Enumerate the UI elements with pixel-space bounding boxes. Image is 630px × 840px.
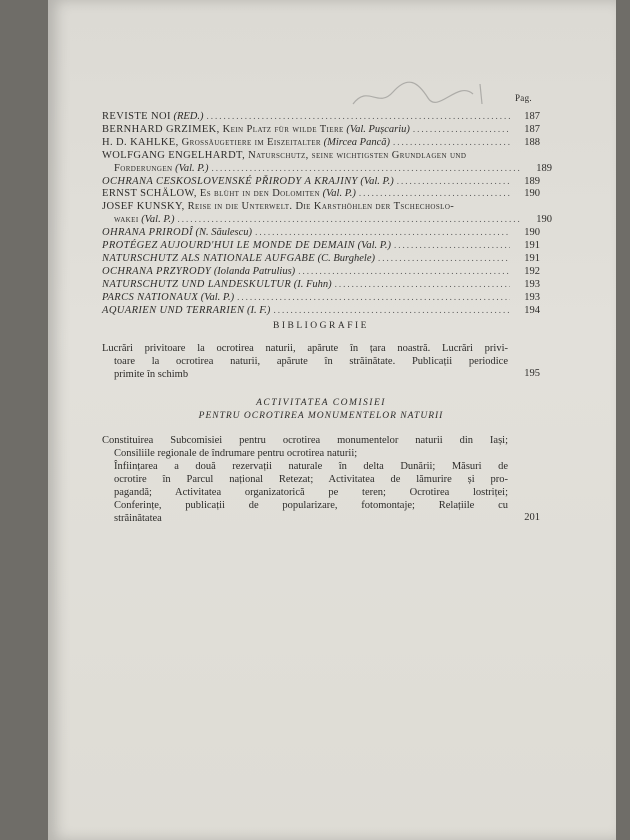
toc-author: (I. Fuhn) <box>293 278 332 290</box>
toc-entry <box>102 149 540 162</box>
toc-title: ERNST SCHÄLOW, Es blüht in den Dolomiten <box>102 188 320 200</box>
toc-entry <box>102 187 540 200</box>
leader-dots <box>397 175 510 188</box>
leader-dots <box>298 265 510 278</box>
toc-entry <box>102 252 540 265</box>
leader-dots <box>255 226 510 239</box>
toc-entry-text <box>102 149 466 162</box>
toc-title: PROTÉGEZ AUJOURD'HUI LE MONDE DE DEMAIN <box>102 240 355 251</box>
toc-entry <box>102 213 552 226</box>
toc-title: REVISTE NOI <box>102 111 171 122</box>
activitatea-line: ocrotire în Parcul național Retezat; Activitatea de lămurire și pro- <box>114 474 508 485</box>
toc-title: Forderungen <box>114 162 173 174</box>
bibliografie-line: Lucrări privitoare la ocrotirea naturii, apărute în țara noastră. Lucrări privi- <box>102 343 508 354</box>
toc-page-number: 190 <box>524 227 540 239</box>
leader-dots <box>207 110 510 123</box>
bibliografie-heading: BIBLIOGRAFIE <box>273 321 369 331</box>
toc-page-number: 187 <box>524 111 540 122</box>
toc-entry <box>102 162 552 175</box>
toc-page-number: 190 <box>524 188 540 200</box>
toc-page-number: 189 <box>524 175 540 187</box>
toc-entry-text <box>102 187 356 200</box>
toc-entry <box>102 136 540 149</box>
toc-entry <box>102 304 540 317</box>
toc-author: (RED.) <box>173 111 204 122</box>
toc-entry-text <box>102 239 391 252</box>
leader-dots <box>394 239 510 252</box>
toc-entry-text <box>102 123 410 136</box>
toc-author: (Iolanda Patrulius) <box>213 265 296 277</box>
toc-page-number: 193 <box>524 278 540 290</box>
toc-title: WOLFGANG ENGELHARDT, Naturschutz, seine wichtigsten Grundlagen und <box>102 149 467 161</box>
toc-author: (N. Săulescu) <box>195 227 253 239</box>
toc-title: JOSEF KUNSKY, Reise in die Unterwelt. Die Karsthöhlen der Tschechoslo- <box>102 201 455 213</box>
toc-page-number: 194 <box>524 304 540 316</box>
toc-page-number: 193 <box>524 291 540 303</box>
activitatea-line: pagandă; Activitatea organizatorică pe teren; Ocrotirea lostriței; <box>114 487 508 498</box>
leader-dots <box>359 187 510 200</box>
activitatea-subheading: PENTRU OCROTIREA MONUMENTELOR NATURII <box>198 411 444 421</box>
toc-entry-text <box>102 278 332 291</box>
toc-entry <box>102 226 540 239</box>
activitatea-entry <box>102 434 508 525</box>
toc-title: OCHRANA CESKOSLOVENSKÉ PŘIRODY A KRAJINY <box>102 175 358 187</box>
toc-entry <box>102 123 540 136</box>
toc-page-number: 189 <box>536 162 552 174</box>
toc-entry-text <box>102 175 394 188</box>
leader-dots <box>237 291 510 304</box>
activitatea-line: Constituirea Subcomisiei pentru ocrotirea monumentelor naturii din Iași; <box>102 435 508 446</box>
toc-entry-text <box>114 213 175 226</box>
toc-author: (C. Burghele) <box>317 252 375 264</box>
activitatea-page: 201 <box>524 512 540 523</box>
leader-dots <box>178 213 522 226</box>
toc-entry-text <box>114 162 208 175</box>
bibliografie-page: 195 <box>524 368 540 379</box>
bibliografie-entry <box>102 342 508 381</box>
toc-title: H. D. KAHLKE, Grossäugetiere im Eiszeitalter <box>102 136 321 148</box>
toc-entry-text <box>102 304 270 317</box>
toc-entry-text <box>102 200 454 213</box>
toc-author: (Val. P.) <box>200 291 235 303</box>
toc-page-number: 187 <box>524 123 540 135</box>
toc-entry-text <box>102 226 252 239</box>
leader-dots <box>378 252 510 265</box>
leader-dots <box>393 136 510 149</box>
toc-page-number: 192 <box>524 265 540 277</box>
activitatea-line: Consiliile regionale de îndrumare pentru ocrotirea naturii; <box>114 448 358 459</box>
leader-dots <box>211 162 522 175</box>
toc-title: BERNHARD GRZIMEK, Kein Platz für wilde Tiere <box>102 123 344 135</box>
toc-entry <box>102 110 540 123</box>
toc-entry <box>102 265 540 278</box>
activitatea-line: străinătatea <box>114 513 162 524</box>
toc-author: (Val. P.) <box>360 175 394 187</box>
leader-dots <box>273 304 510 317</box>
toc-title: OHRANA PRIRODÎ <box>102 227 193 239</box>
toc-entry-text <box>102 252 375 265</box>
toc-author: (Val. P.) <box>322 188 356 200</box>
toc-title: OCHRANA PRZYRODY <box>102 265 212 277</box>
page-column-label: Pag. <box>515 93 532 103</box>
toc-author: (Val. P.) <box>357 240 391 251</box>
toc-page-number: 190 <box>536 214 552 226</box>
toc-page-number: 191 <box>524 252 540 264</box>
activitatea-line: Conferințe, publicații de popularizare, fotomontaje; Relațiile cu <box>114 500 508 511</box>
toc-entry <box>102 200 540 213</box>
toc-author: (I. F.) <box>247 304 271 316</box>
leader-dots <box>413 123 510 136</box>
toc-title: NATURSCHUTZ ALS NATIONALE AUFGABE <box>102 252 316 264</box>
toc-entry-text <box>102 291 234 304</box>
toc-entry <box>102 175 540 188</box>
toc-title: wakei <box>114 214 139 226</box>
activitatea-line: Înființarea a două rezervații naturale în delta Dunării; Măsuri de <box>114 461 508 472</box>
toc-entry <box>102 239 540 252</box>
toc-entry <box>102 278 540 291</box>
toc-author: (Val. P.) <box>141 214 175 226</box>
toc-title: PARCS NATIONAUX <box>102 291 199 303</box>
toc-title: AQUARIEN UND TERRARIEN <box>102 304 245 316</box>
toc-title: NATURSCHUTZ UND LANDESKULTUR <box>102 278 292 290</box>
toc-entry-text <box>102 110 204 123</box>
toc-entry <box>102 291 540 304</box>
bibliografie-line: primite în schimb <box>114 369 189 380</box>
toc-entry-text <box>102 136 390 149</box>
toc-author: (Mircea Pancă) <box>323 136 390 148</box>
toc-page-number: 188 <box>524 136 540 148</box>
toc-author: (Val. Pușcariu) <box>346 123 410 135</box>
bibliografie-line: toare la ocrotirea naturii, apărute în străinătate. Publicații periodice <box>114 356 508 367</box>
toc-author: (Val. P.) <box>175 162 209 174</box>
toc-page-number: 191 <box>524 240 540 251</box>
activitatea-heading: ACTIVITATEA COMISIEI <box>256 398 386 408</box>
toc-entry-text <box>102 265 295 278</box>
leader-dots <box>335 278 510 291</box>
pencil-scribble <box>348 74 498 114</box>
